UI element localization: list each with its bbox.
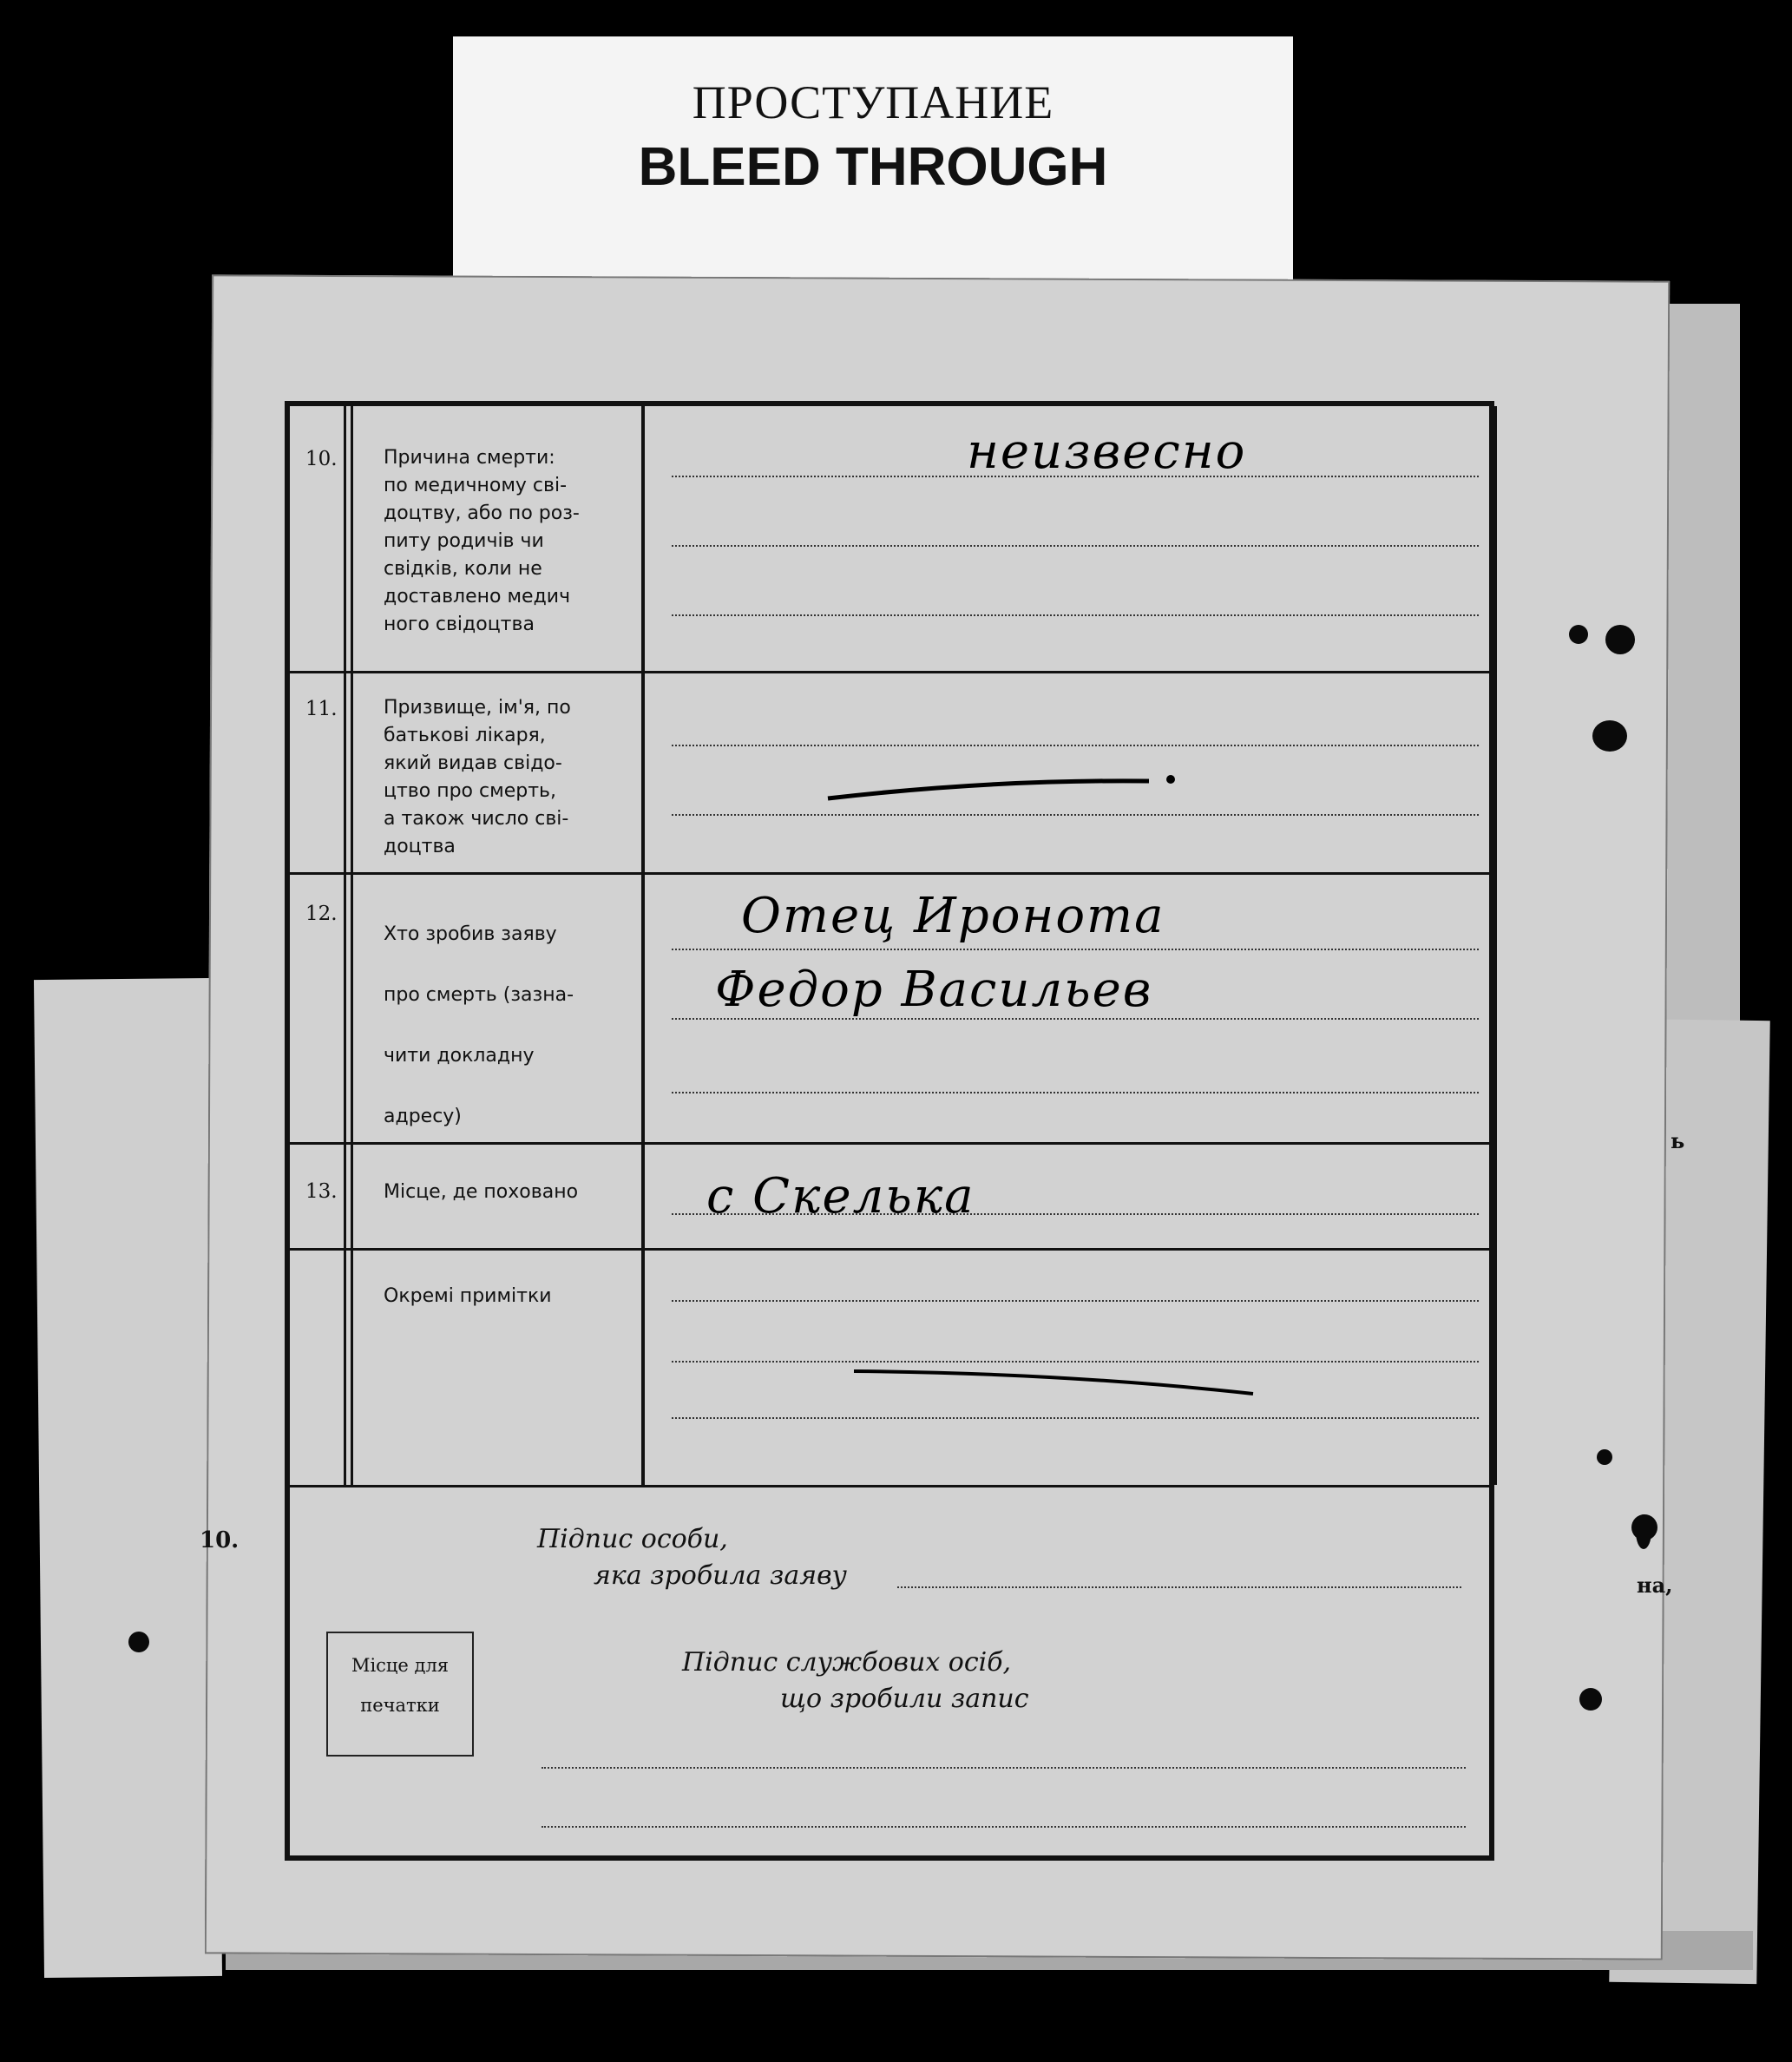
fill-line bbox=[672, 1018, 1479, 1020]
handwritten-burial-place: с Скелька bbox=[706, 1168, 975, 1225]
fill-line bbox=[672, 545, 1479, 547]
right-margin-fragment-2: на, bbox=[1637, 1573, 1673, 1598]
signature-declarant-caption-2: яка зробила заяву bbox=[594, 1560, 847, 1591]
number-column-divider-2 bbox=[351, 406, 353, 1485]
row-label-doctor: Призвище, ім'я, по батькові лікаря, який видав свідо- цтво про смерть, а також число сві- доцтва bbox=[384, 697, 571, 857]
fill-line bbox=[672, 614, 1479, 616]
row-divider bbox=[290, 1248, 1489, 1251]
fill-line bbox=[672, 814, 1479, 816]
fill-line bbox=[672, 1092, 1479, 1093]
signature-line-official-1 bbox=[542, 1767, 1466, 1769]
signature-declarant-caption-1: Підпис особи, bbox=[537, 1524, 728, 1554]
signature-line-declarant bbox=[897, 1586, 1461, 1588]
row-label-declarant: Хто зробив заяву про смерть (зазна- чити докладну адресу) bbox=[384, 923, 574, 1127]
row-number: 12. bbox=[305, 903, 338, 925]
back-page-left bbox=[34, 978, 222, 1978]
punch-hole bbox=[1597, 1449, 1612, 1465]
signature-officials-caption-2: що зробили запис bbox=[780, 1684, 1029, 1714]
row-label-cause-of-death: Причина смерти: по медичному сві- доцтву, або по роз- питу родичів чи свідків, коли не доставлено медич ного свідоцтва bbox=[384, 447, 580, 635]
left-margin-number: 10. bbox=[200, 1527, 240, 1553]
label-column-divider bbox=[641, 406, 645, 1485]
number-column-divider bbox=[344, 406, 346, 1485]
death-record-form bbox=[285, 401, 1494, 1861]
punch-hole bbox=[1592, 720, 1627, 752]
fill-line bbox=[672, 949, 1479, 950]
fill-line bbox=[672, 1300, 1479, 1302]
row-number: 11. bbox=[305, 698, 338, 720]
row-divider bbox=[290, 1485, 1489, 1487]
signature-officials-caption-1: Підпис службових осіб, bbox=[682, 1647, 1012, 1678]
right-inner-border bbox=[1492, 406, 1497, 1485]
fill-line bbox=[672, 1417, 1479, 1419]
punch-hole bbox=[1636, 1514, 1651, 1549]
punch-hole bbox=[1605, 625, 1635, 654]
handwritten-cause-of-death: неизвесно bbox=[967, 424, 1247, 480]
row-label-burial-place: Місце, де поховано bbox=[384, 1181, 579, 1203]
fill-line bbox=[672, 745, 1479, 746]
punch-hole bbox=[1569, 625, 1588, 644]
signature-line-official-2 bbox=[542, 1826, 1466, 1828]
label-english: BLEED THROUGH bbox=[638, 137, 1108, 197]
stamp-placeholder bbox=[326, 1632, 474, 1757]
handwritten-declarant-line-2: Федор Васильев bbox=[715, 962, 1153, 1018]
handwritten-dash-stroke bbox=[819, 762, 1184, 814]
row-number: 10. bbox=[305, 448, 338, 470]
row-label-remarks: Окремі примітки bbox=[384, 1285, 552, 1307]
bleed-through-label-card bbox=[453, 36, 1293, 281]
handwritten-remarks-stroke bbox=[845, 1361, 1279, 1413]
handwritten-declarant-line-1: Отец Иронота bbox=[741, 888, 1165, 944]
stamp-label-line-2: печатки bbox=[360, 1695, 440, 1716]
row-number: 13. bbox=[305, 1180, 338, 1203]
row-divider bbox=[290, 671, 1489, 673]
row-divider bbox=[290, 872, 1489, 875]
punch-hole bbox=[1579, 1688, 1602, 1711]
label-russian: ПРОСТУПАНИЕ bbox=[692, 76, 1054, 128]
stamp-label-line-1: Місце для bbox=[351, 1655, 450, 1676]
right-margin-fragment-1: ь bbox=[1671, 1128, 1685, 1153]
punch-hole bbox=[128, 1632, 149, 1652]
